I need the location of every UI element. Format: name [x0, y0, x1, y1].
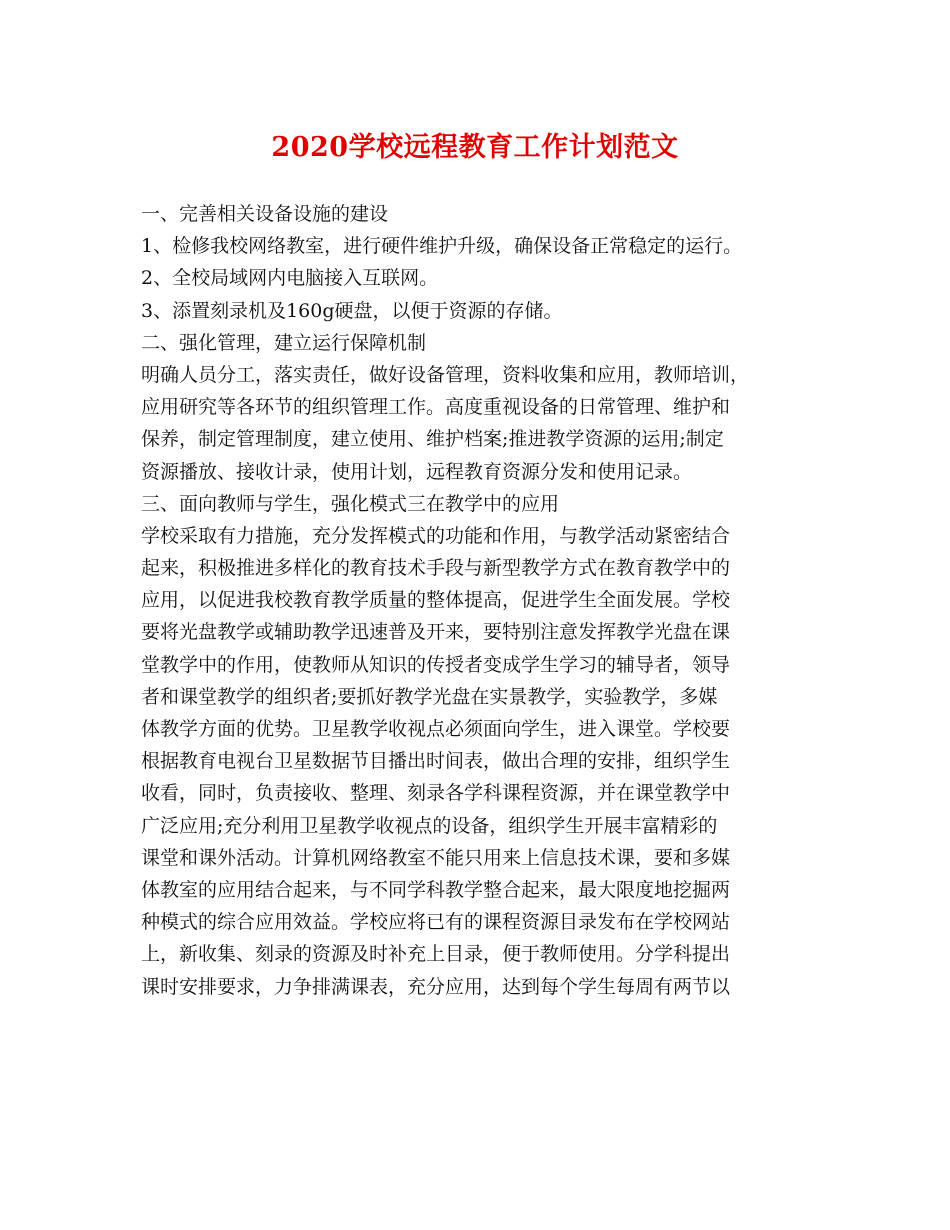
list-item-1: 1、检修我校网络教室，进行硬件维护升级，确保设备正常稳定的运行。 [141, 235, 743, 258]
section-heading-2: 二、强化管理，建立运行保障机制 [141, 331, 427, 354]
paragraph-line: 体教学方面的优势。卫星教学收视点必须面向学生，进入课堂。学校要 [141, 718, 731, 740]
paragraph-line: 学校采取有力措施，充分发挥模式的功能和作用，与教学活动紧密结合 [141, 524, 731, 547]
paragraph-line: 要将光盘教学或辅助教学迅速普及开来，要特别注意发挥教学光盘在课 [141, 621, 731, 644]
paragraph-line: 上，新收集、刻录的资源及时补充上目录，便于教师使用。分学科提出 [141, 943, 731, 966]
paragraph-line: 课堂和课外活动。计算机网络教室不能只用来上信息技术课，要和多媒 [141, 846, 731, 869]
paragraph-line: 根据教育电视台卫星数据节目播出时间表，做出合理的安排，组织学生 [141, 750, 731, 773]
paragraph-line: 保养，制定管理制度，建立使用、维护档案;推进教学资源的运用;制定 [141, 428, 724, 451]
paragraph-line: 堂教学中的作用，使教师从知识的传授者变成学生学习的辅导者，领导 [141, 653, 731, 676]
paragraph-line: 收看，同时，负责接收、整理、刻录各学科课程资源，并在课堂教学中 [141, 782, 731, 805]
paragraph-line: 种模式的综合应用效益。学校应将已有的课程资源目录发布在学校网站 [141, 911, 731, 934]
document-body [141, 198, 821, 1003]
paragraph-line: 广泛应用;充分利用卫星教学收视点的设备，组织学生开展丰富精彩的 [141, 814, 718, 837]
section-heading-1: 一、完善相关设备设施的建设 [141, 203, 389, 225]
paragraph-line: 应用研究等各环节的组织管理工作。高度重视设备的日常管理、维护和 [141, 396, 731, 419]
paragraph-line: 课时安排要求，力争排满课表，充分应用，达到每个学生每周有两节以 [141, 975, 731, 998]
list-item-3: 3、添置刻录机及160g硬盘，以便于资源的存储。 [141, 299, 563, 322]
document-title: 2020学校远程教育工作计划范文 [271, 132, 679, 163]
list-item-2: 2、全校局域网内电脑接入互联网。 [141, 267, 439, 290]
paragraph-line: 起来，积极推进多样化的教育技术手段与新型教学方式在教育教学中的 [141, 557, 731, 580]
paragraph-line: 体教室的应用结合起来，与不同学科教学整合起来，最大限度地挖掘两 [141, 878, 731, 901]
paragraph-line: 应用，以促进我校教育教学质量的整体提高，促进学生全面发展。学校 [141, 589, 731, 612]
paragraph-line: 者和课堂教学的组织者;要抓好教学光盘在实景教学，实验教学，多媒 [141, 685, 718, 708]
paragraph-line: 资源播放、接收计录，使用计划，远程教育资源分发和使用记录。 [141, 460, 693, 483]
paragraph-line: 明确人员分工，落实责任，做好设备管理，资料收集和应用，教师培训， [141, 363, 750, 386]
section-heading-3: 三、面向教师与学生，强化模式三在教学中的应用 [141, 492, 560, 515]
